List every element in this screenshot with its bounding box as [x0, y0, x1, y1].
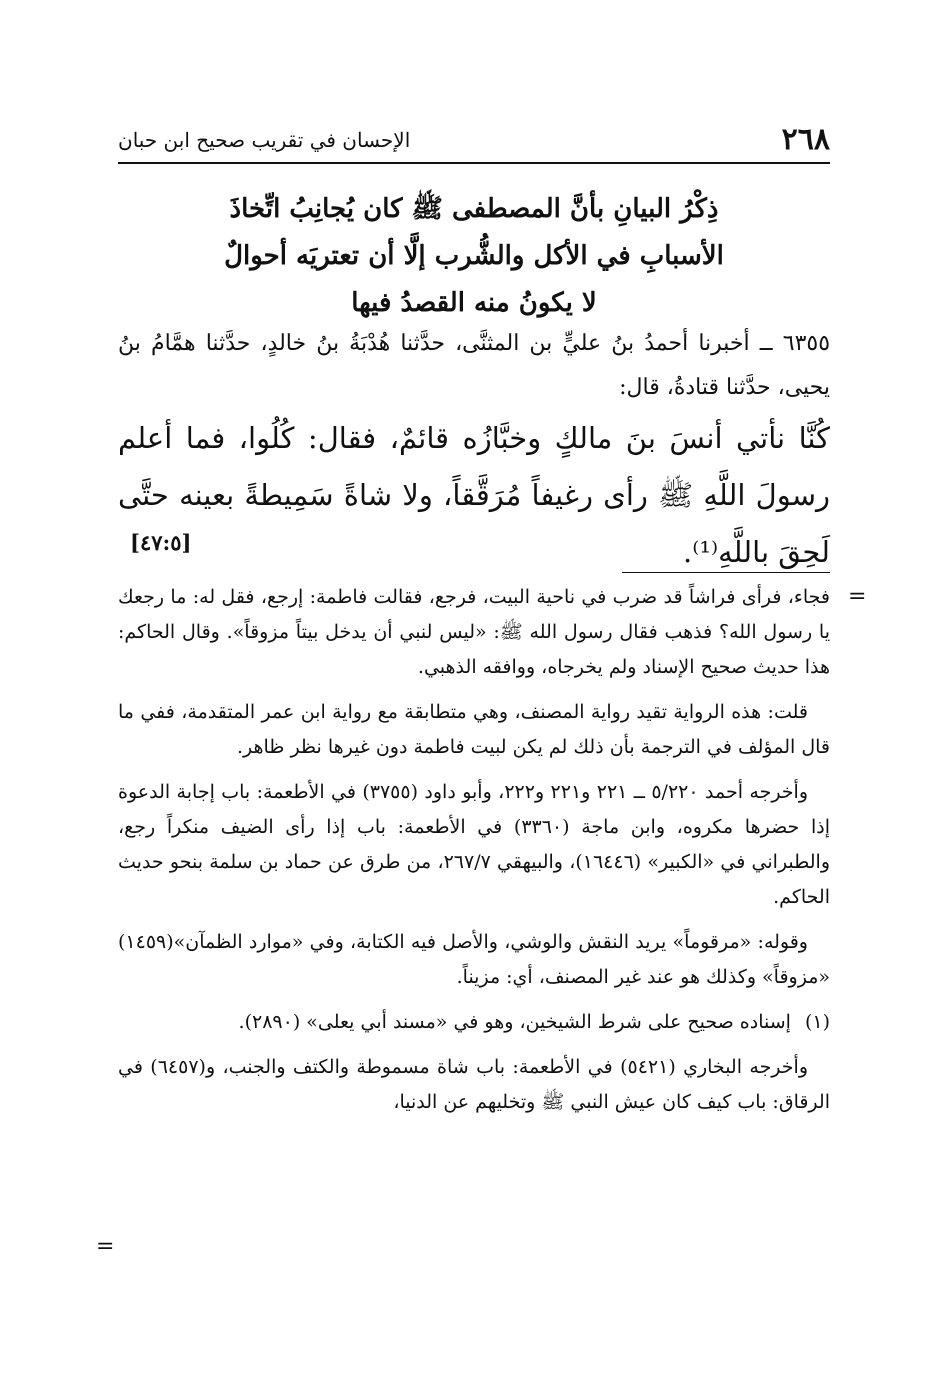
- page-header: [118, 118, 830, 164]
- chapter-title-line: الأسبابِ في الأكل والشُّرب إلَّا أن تعتريَه أحوالٌ: [224, 241, 724, 271]
- footnote-paragraph: وقوله: «مرقوماً» يريد النقش والوشي، والأصل فيه الكتابة، وفي «موارد الظمآن»(١٤٥٩) «مزوقاً» وكذلك هو عند غير المصنف، أي: مزيناً.: [118, 931, 830, 988]
- footnote-1-text: إسناده صحيح على شرط الشيخين، وهو في «مسند أبي يعلى» (٢٨٩٠).: [238, 1011, 791, 1033]
- hadith-matn: كُنَّا نأتي أنسَ بنَ مالكٍ وخبَّازُه قائمٌ، فقال: كُلُوا، فما أعلم رسولَ اللَّهِ ﷺ رأى رغيفاً مُرَقَّقاً، ولا شاةً سَمِيطةً بعينه حتَّى لَحِقَ باللَّهِ⁽¹⁾.: [118, 421, 830, 569]
- footnote-paragraph: وأخرجه أحمد ٥/٢٢٠ ــ ٢٢١ و٢٢١ و٢٢٢، وأبو داود (٣٧٥٥) في الأطعمة: باب إجابة الدعوة إذا حضرها مكروه، وابن ماجة (٣٣٦٠) في الأطعمة: باب إذا رأى الضيف منكراً رجع، والطبراني في «الكبير» (١٦٤٤٦)، والبيهقي ٢٦٧/٧، من طرق عن حماد بن سلمة بنحو حديث الحاكم.: [118, 781, 830, 908]
- end-continuation-marker: =: [96, 1234, 115, 1259]
- footnote-1-continuation: وأخرجه البخاري (٥٤٢١) في الأطعمة: باب شاة مسموطة والكتف والجنب، و(٦٤٥٧) في الرقاق: باب كيف كان عيش النبي ﷺ وتخليهم عن الدنيا،: [118, 1056, 830, 1113]
- footnote-1-marker: (١): [804, 1011, 830, 1033]
- hadith-reference: [٤٧:٥]: [130, 530, 192, 555]
- footnote-1: [118, 1005, 830, 1040]
- page-number: ٢٦٨: [781, 122, 830, 157]
- continuation-marker: =: [848, 584, 867, 609]
- footnote-separator: [622, 572, 830, 573]
- running-title: الإحسان في تقريب صحيح ابن حبان: [118, 128, 411, 152]
- footnotes: [118, 580, 830, 1130]
- hadith-isnad: ٦٣٥٥ ــ أخبرنا أحمدُ بنُ عليٍّ بن المثنَّى، حدَّثنا هُدْبَةُ بنُ خالدٍ، حدَّثنا همَّامُ بنُ يحيى، حدَّثنا قتادةُ، قال:: [118, 331, 831, 400]
- footnote-paragraph: فجاء، فرأى فراشاً قد ضرب في ناحية البيت، فرجع، فقالت فاطمة: إرجع، فقل له: ما رجعك يا رسول الله؟ فذهب فقال رسول الله ﷺ: «ليس لنبي أن يدخل بيتاً مزوقاً». وقال الحاكم: هذا حديث صحيح الإسناد ولم يخرجاه، ووافقه الذهبي.: [118, 586, 830, 678]
- chapter-title-line: ذِكْرُ البيانِ بأنَّ المصطفى ﷺ كان يُجانِبُ اتِّخاذَ: [229, 194, 719, 224]
- chapter-title-line: لا يكونُ منه القصدُ فيها: [351, 288, 597, 318]
- footnote-paragraph: قلت: هذه الرواية تقيد رواية المصنف، وهي متطابقة مع رواية ابن عمر المتقدمة، ففي ما قال المؤلف في الترجمة بأن ذلك لم يكن لبيت فاطمة دون غيرها نظر ظاهر.: [118, 701, 830, 758]
- chapter-title: [118, 186, 830, 327]
